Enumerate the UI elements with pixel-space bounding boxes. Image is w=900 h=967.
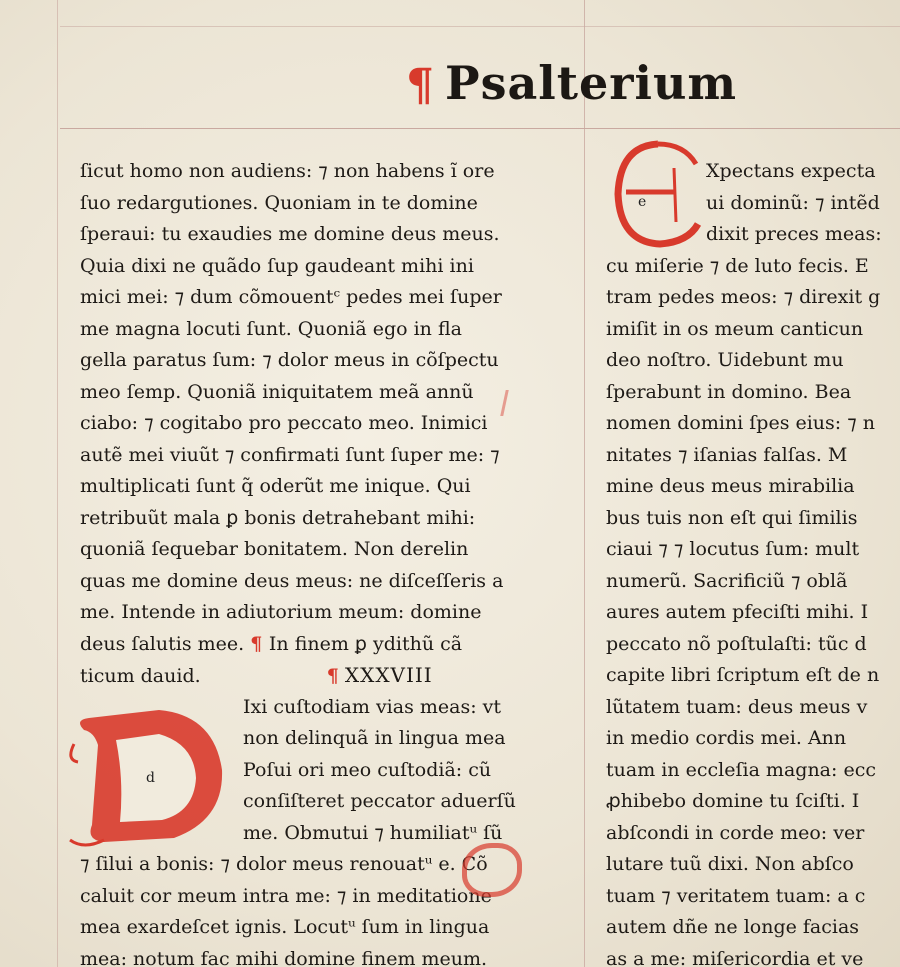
- decorated-initial-e: [612, 138, 704, 250]
- text-line: quoniã ſequebar bonitatem. Non derelin: [80, 538, 469, 560]
- text-line: lũtatem tuam: deus meus v: [606, 695, 868, 718]
- text-line: imiſit in os meum canticun: [606, 317, 864, 340]
- text-line: gella paratus ſum: ⁊ dolor meus in cõſpectu: [80, 349, 499, 371]
- ruling-line-column-divider: [584, 0, 585, 967]
- text-line: caluit cor meum intra me: ⁊ in meditatione: [80, 884, 492, 907]
- text-line: quas me domine deus meus: ne diſceſſeris a: [80, 569, 504, 592]
- text-line: meo ſemp. Quoniã iniquitatem meã annũ: [80, 380, 474, 403]
- initial-guide-letter: e: [638, 194, 647, 210]
- decorated-initial-d: [64, 700, 234, 850]
- text-line: ꝓhibebo domine tu ſciſti. I: [606, 790, 860, 812]
- running-header-title: Psalterium: [445, 56, 738, 110]
- text-line: deo noſtro. Uidebunt mu: [606, 349, 844, 371]
- text-line: numerũ. Sacrificiũ ⁊ oblã: [606, 569, 848, 592]
- text-line: me magna locuti ſunt. Quoniã ego in fla: [80, 317, 462, 340]
- text-line: mea exardeſcet ignis. Locutᵘ ſum in lingua: [80, 916, 490, 938]
- text-line: ui dominũ: ⁊ intẽd: [706, 191, 880, 214]
- psalm-number: XXXVIII: [344, 663, 433, 687]
- ruling-line-top: [60, 26, 900, 27]
- text-line: tram pedes meos: ⁊ direxit g: [606, 286, 881, 308]
- text-line: as a me: miſericordia et ve: [606, 947, 864, 967]
- text-line: mici mei: ⁊ dum cõmouentᶜ pedes mei ſuper: [80, 286, 502, 308]
- text-line: ſperaui: tu exaudies me domine deus meus.: [80, 223, 500, 245]
- text-line: mea: notum fac mihi domine finem meum.: [80, 947, 488, 967]
- text-line: ⁊ ſilui a bonis: ⁊ dolor meus renouatᵘ e. Cõ: [80, 853, 488, 875]
- text-line: ſperabunt in domino. Bea: [606, 380, 852, 403]
- text-line: bus tuis non eſt qui ſimilis: [606, 506, 858, 529]
- ruling-line-header: [60, 128, 900, 129]
- text-line-fragment: ticum dauid.: [80, 665, 201, 687]
- text-line: tuam in eccleſia magna: ecc: [606, 758, 876, 781]
- text-line: dixit preces meas:: [706, 223, 882, 245]
- text-line: non delinquã in lingua mea: [243, 727, 506, 749]
- text-line: autẽ mei viuũt ⁊ confirmati ſunt ſuper me: ⁊: [80, 443, 500, 466]
- text-line-fragment: deus ſalutis mee.: [80, 632, 245, 655]
- text-line: cu miſerie ⁊ de luto fecis. E: [606, 254, 869, 277]
- text-line: abſcondi in corde meo: ver: [606, 821, 865, 844]
- text-line: capite libri ſcriptum eſt de n: [606, 664, 880, 686]
- text-line: ſuo redargutiones. Quoniam in te domine: [80, 191, 478, 214]
- text-line: me. Intende in adiutorium meum: domine: [80, 601, 482, 623]
- text-line: autem dñe ne longe facias: [606, 916, 860, 938]
- text-line: Poſui ori meo cuſtodiã: cũ: [243, 758, 492, 781]
- text-line: tuam ⁊ veritatem tuam: a c: [606, 884, 866, 907]
- text-line: me. Obmutui ⁊ humiliatᵘ ſũ: [243, 821, 503, 844]
- text-line: retribuũt mala ꝑ bonis detrahebant mihi:: [80, 506, 476, 529]
- text-line: nomen domini ſpes eius: ⁊ n: [606, 412, 875, 434]
- right-text-column: [606, 156, 900, 967]
- initial-e-drawing: [612, 138, 704, 250]
- rubric-stroke-mark: [462, 843, 522, 897]
- text-line: nitates ⁊ iſanias falſas. M: [606, 443, 848, 466]
- text-line: Quia dixi ne quãdo ſup gaudeant mihi ini: [80, 254, 474, 277]
- text-line: Ixi cuſtodiam vias meas: vt: [243, 695, 502, 718]
- numeral-pilcrow-mark: ¶: [326, 665, 339, 687]
- text-line-with-numeral: [80, 660, 560, 692]
- text-line-with-rubric: [80, 629, 560, 661]
- ruling-line-left-margin: [57, 0, 58, 967]
- psalm-rubric: In finem ꝑ ydithũ cã: [268, 632, 463, 655]
- text-line: ciaui ⁊ ⁊ locutus ſum: mult: [606, 538, 860, 560]
- rubric-pilcrow-mark: ¶: [250, 632, 269, 655]
- text-line: aures autem pfeciſti mihi. I: [606, 601, 869, 623]
- initial-guide-letter: d: [146, 770, 155, 786]
- text-line: Xpectans expecta: [706, 160, 876, 182]
- text-line: in medio cordis mei. Ann: [606, 727, 847, 749]
- text-line: conſiſteret peccator aduerſũ: [243, 790, 516, 812]
- header-pilcrow-mark: ¶: [406, 60, 434, 111]
- text-line: ſicut homo non audiens: ⁊ non habens ĩ ore: [80, 160, 495, 182]
- text-line: peccato nõ poſtulaſti: tũc d: [606, 632, 867, 655]
- text-line: mine deus meus mirabilia: [606, 475, 855, 497]
- text-line: lutare tuũ dixi. Non abſco: [606, 853, 854, 875]
- text-line: multiplicati ſunt q̃ oderũt me inique. Qui: [80, 475, 471, 497]
- text-line: ciabo: ⁊ cogitabo pro peccato meo. Inimici: [80, 412, 488, 434]
